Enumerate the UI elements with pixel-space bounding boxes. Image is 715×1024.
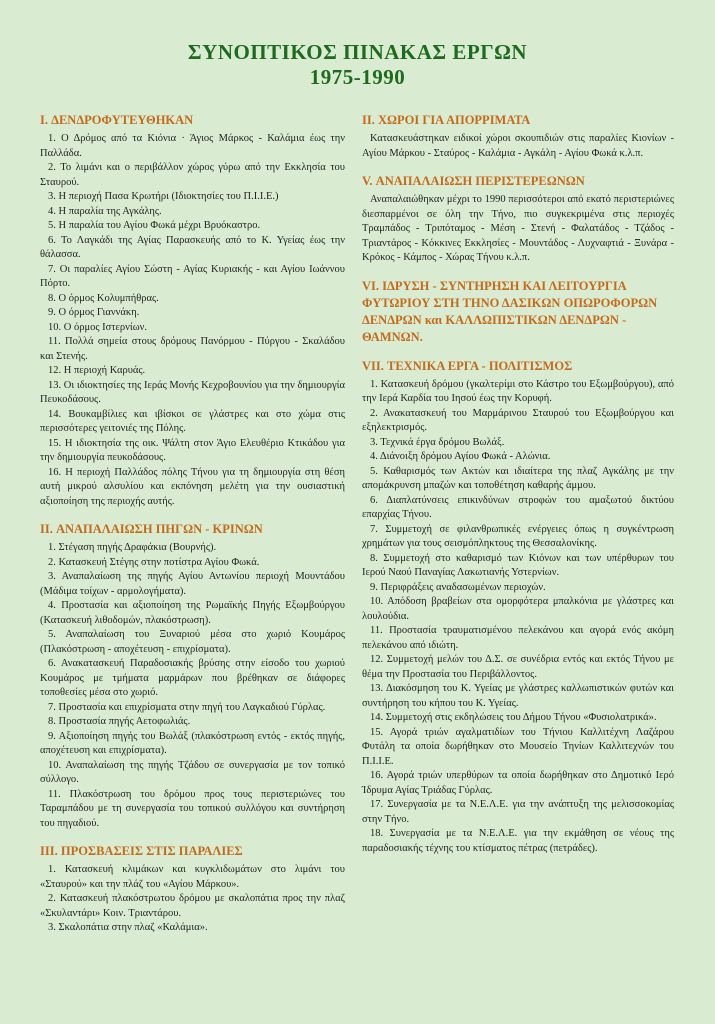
list-item: 1. Κατασκευή δρόμου (γκαλτερίμι στο Κάστρο του Εξωμβούργου), από την Ιερά Καρδία του Ιησού έως την Κορυφή. <box>362 378 674 404</box>
section-heading-6: VI. ΙΔΡΥΣΗ - ΣΥΝΤΗΡΗΣΗ ΚΑΙ ΛΕΙΤΟΥΡΓΙΑ ΦΥΤΩΡΙΟΥ ΣΤΗ ΤΗΝΟ ΔΑΣΙΚΩΝ ΟΠΩΡΟΦΟΡΩΝ ΔΕΝΔΡΩΝ και ΚΑΛΛΩΠΙΣΤΙΚΩΝ ΔΕΝΔΡΩΝ - ΘΑΜΝΩΝ. <box>362 278 658 344</box>
list-item: 3. Αναπαλαίωση της πηγής Αγίου Αντωνίου περιοχή Μουντάδου (Μάδιμα τοίχων - αρμολογήματα). <box>40 571 345 597</box>
section-1-list <box>40 132 345 509</box>
list-item: 6. Το Λαγκάδι της Αγίας Παρασκευής από το Κ. Υγείας έως την θάλασσα. <box>40 234 345 260</box>
list-item: 15. Η ιδιοκτησία της οικ. Ψάλτη στον Άγιο Ελευθέριο Κτικάδου για την δημιουργία πευκοδάσους. <box>40 437 345 463</box>
list-item: 3. Σκαλοπάτια στην πλαζ «Καλάμια». <box>48 922 208 933</box>
left-column <box>40 112 345 936</box>
list-item: 4. Διάνοιξη δρόμου Αγίου Φωκά - Αλώνια. <box>370 451 551 462</box>
list-item: 10. Απόδοση βραβείων στα ομορφότερα μπαλκόνια με γλάστρες και λουλούδια. <box>362 596 674 622</box>
list-item: 12. Συμμετοχή μελών του Δ.Σ. σε συνέδρια εντός και εκτός Τήνου με θέμα την Προστασία του Περιβάλλοντος. <box>362 654 674 680</box>
list-item: 14. Βουκαμβίλιες και ιβίσκοι σε γλάστρες και στο χώμα στις περισσότερες γειτονιές της Πόλης. <box>40 408 345 434</box>
list-item: 6. Διαπλατύνσεις επικινδύνων στροφών του αμαξωτού δικτύου επαρχίας Τήνου. <box>362 494 674 520</box>
list-item: 12. Η περιοχή Καρυάς. <box>48 365 146 376</box>
list-item: 5. Η παραλία του Αγίου Φωκά μέχρι Βρυόκαστρο. <box>48 220 261 231</box>
section-3-list <box>40 863 345 936</box>
list-item: 2. Ανακατασκευή του Μαρμάρινου Σταυρού του Εξωμβούργου και εξηλεκτρισμός. <box>362 407 674 433</box>
section-heading-7: VII. ΤΕΧΝΙΚΑ ΕΡΓΑ - ΠΟΛΙΤΙΣΜΟΣ <box>362 358 573 373</box>
list-item: 13. Διακόσμηση του Κ. Υγείας με γλάστρες καλλωπιστικών φυτών και συντήρηση του κήπου του Κ. Υγείας. <box>362 683 674 709</box>
list-item: 7. Οι παραλίες Αγίου Σώστη - Αγίας Κυριακής - και Αγίου Ιωάννου Πόρτο. <box>40 263 345 289</box>
list-item: 18. Συνεργασία με τα Ν.Ε.Λ.Ε. για την εκμάθηση σε νέους της παραδοσιακής τέχνης του κτίσματος πέτρας (πετράδες). <box>362 828 674 854</box>
section-heading-3: III. ΠΡΟΣΒΑΣΕΙΣ ΣΤΙΣ ΠΑΡΑΛΙΕΣ <box>40 844 243 858</box>
list-item: 9. Αξιοποίηση πηγής του Βωλάξ (πλακόστρωση εντός - εκτός πηγής, αποχέτευση και επιχρίσματα). <box>40 730 345 756</box>
title-line-2: 1975-1990 <box>309 65 406 89</box>
list-item: 2. Το λιμάνι και ο περιβάλλον χώρος γύρω από την Εκκλησία του Σταυρού. <box>40 162 345 188</box>
page-title <box>0 40 715 90</box>
list-item: 9. Περιφράξεις αναδασωμένων περιοχών. <box>370 581 546 593</box>
list-item: 1. Ο Δρόμος από τα Κιόνια · Άγιος Μάρκος - Καλάμια έως την Παλλάδα. <box>40 133 345 159</box>
list-item: 11. Πλακόστρωση του δρόμου προς τους περιστεριώνες του Ταραμπάδου με τη συνεργασία του τοπικού συλλόγου και συντήρηση του πηγαδιού. <box>40 788 345 829</box>
list-item: 11. Προστασία τραυματισμένου πελεκάνου και αγορά ενός ακόμη πελεκάνου από ιδιώτη. <box>362 625 674 651</box>
list-item: 2. Κατασκευή πλακόστρωτου δρόμου με σκαλοπάτια προς την πλαζ «Σκυλαντάρι» Κοιν. Τριαντάρου. <box>40 893 345 919</box>
section-heading-2: II. ΑΝΑΠΑΛΑΙΩΣΗ ΠΗΓΩΝ - ΚΡΙΝΩΝ <box>40 522 263 536</box>
section-4-text: Κατασκευάστηκαν ειδικοί χώροι σκουπιδιών στις παραλίες Κιονίων - Αγίου Μάρκου - Σταύρος - Καλάμια - Αγκάλη - Αγίου Φωκά κ.λ.π. <box>362 133 674 159</box>
section-heading-5: V. ΑΝΑΠΑΛΑΙΩΣΗ ΠΕΡΙΣΤΕΡΕΩΝΩΝ <box>362 174 585 188</box>
list-item: 2. Κατασκευή Στέγης στην ποτίστρα Αγίου Φωκά. <box>48 556 260 568</box>
list-item: 10. Ο όρμος Ιστερνίων. <box>48 321 147 333</box>
right-column <box>362 112 674 856</box>
list-item: 10. Αναπαλαίωση της πηγής Τζάδου σε συνεργασία με τον τοπικό σύλλογο. <box>40 759 345 785</box>
title-line-1: ΣΥΝΟΠΤΙΚΟΣ ΠΙΝΑΚΑΣ ΕΡΓΩΝ <box>187 40 528 64</box>
list-item: 1. Στέγαση πηγής Δραφάκια (Βουρνής). <box>48 542 217 553</box>
list-item: 5. Αναπαλαίωση του Ξυναριού μέσα στο χωριό Κουμάρος (Πλακόστρωση - αποχέτευση - επιχρίσματα). <box>40 629 345 655</box>
list-item: 7. Συμμετοχή σε φιλανθρωπικές ενέργειες όπως η συγκέντρωση χρημάτων για τους σεισμόπληκτους της Θεσσαλονίκης. <box>362 523 674 549</box>
section-2-list <box>40 541 345 831</box>
list-item: 11. Πολλά σημεία στους δρόμους Πανόρμου - Πύργου - Σκαλάδου και Στενής. <box>40 336 345 362</box>
list-item: 3. Τεχνικά έργα δρόμου Βωλάξ. <box>370 436 505 448</box>
list-item: 8. Ο όρμος Κολυμπήθρας. <box>48 292 159 304</box>
list-item: 1. Κατασκευή κλιμάκων και κυγκλιδωμάτων στο λιμάνι του «Σταυρού» και την πλάζ του «Αγίου Μάρκου». <box>40 864 345 890</box>
section-7-list <box>362 378 674 857</box>
list-item: 15. Αγορά τριών αγαλματιδίων του Τήνιου Καλλιτέχνη Λαζάρου Φυτάλη τα οποία δωρήθηκαν στο Μουσείο Τηνίων Καλλιτεχνών του Π.Ι.Ι.Ε. <box>362 726 674 767</box>
section-5-text: Αναπαλαιώθηκαν μέχρι το 1990 περισσότεροι από εκατό περιστεριώνες διεσπαρμένοι σε όλη την Τήνο, πιο συγκεκριμένα στις περιοχές Τραμπάδος - Τριπόταμος - Μέση - Στενή - Φαλατάδος - Τζάδος - Τριαντάρος - Κόκκινες Εκκλησίες - Μουντάδος - Λυχναφτιά - Ξυνάρα - Κρόκος - Κάμπος - Χώρας Τήνου κ.λ.π. <box>362 194 674 263</box>
list-item: 16. Η περιοχή Παλλάδος πόλης Τήνου για τη δημιουργία στη θέση αυτή μικρού αλσυλίου και εκπόνηση μελέτη για την ουσιαστική αξιοποίηση της περιοχής αυτής. <box>40 466 345 507</box>
list-item: 13. Οι ιδιοκτησίες της Ιεράς Μονής Κεχροβουνίου για την δημιουργία Πευκοδάσους. <box>40 379 345 405</box>
list-item: 4. Προστασία και αξιοποίηση της Ρωμαϊκής Πηγής Εξωμβούργου (Κατασκευή λιθοδομών, πλακόστρωση). <box>40 600 345 626</box>
list-item: 5. Καθαρισμός των Ακτών και ιδιαίτερα της πλαζ Αγκάλης με την απομάκρυνση μπαζών και τοποθέτηση καθαρής άμμου. <box>362 465 674 491</box>
list-item: 14. Συμμετοχή στις εκδηλώσεις του Δήμου Τήνου «Φυσιολατρικά». <box>370 712 657 723</box>
section-heading-1: I. ΔΕΝΔΡΟΦΥΤΕΥΘΗΚΑΝ <box>40 113 194 127</box>
list-item: 9. Ο όρμος Γιαννάκη. <box>48 307 140 318</box>
list-item: 16. Αγορά τριών υπερθύρων τα οποία δωρήθηκαν στο Δημοτικό Ιερό Ίδρυμα Αγίας Τριάδας Γύρλας. <box>362 770 674 796</box>
section-heading-4: IΙ. ΧΩΡΟΙ ΓΙΑ ΑΠΟΡΡΙΜΑΤΑ <box>362 113 531 127</box>
list-item: 6. Ανακατασκευή Παραδοσιακής βρύσης στην είσοδο του χωριού Κουμάρος με τμήματα μαρμάρων που βρέθηκαν σε διάφορες τοποθεσίες μέσα στο χωριό. <box>40 658 345 698</box>
list-item: 4. Η παραλία της Αγκάλης. <box>48 205 162 217</box>
list-item: 17. Συνεργασία με τα Ν.Ε.Λ.Ε. για την ανάπτυξη της μελισσοκομίας στην Τήνο. <box>362 799 674 825</box>
list-item: 8. Συμμετοχή στο καθαρισμό των Κιόνων και των υπέρθυρων του Ιερού Ναού Παναγίας Λακωτιανής Υστερνίων. <box>362 552 674 578</box>
list-item: 3. Η περιοχή Πασα Κρωτήρι (Ιδιοκτησίες του Π.Ι.Ι.Ε.) <box>48 191 279 202</box>
list-item: 8. Προστασία πηγής Αετοφωλιάς. <box>48 716 191 727</box>
list-item: 7. Προστασία και επιχρίσματα στην πηγή του Λαγκαδιού Γύρλας. <box>48 701 326 713</box>
